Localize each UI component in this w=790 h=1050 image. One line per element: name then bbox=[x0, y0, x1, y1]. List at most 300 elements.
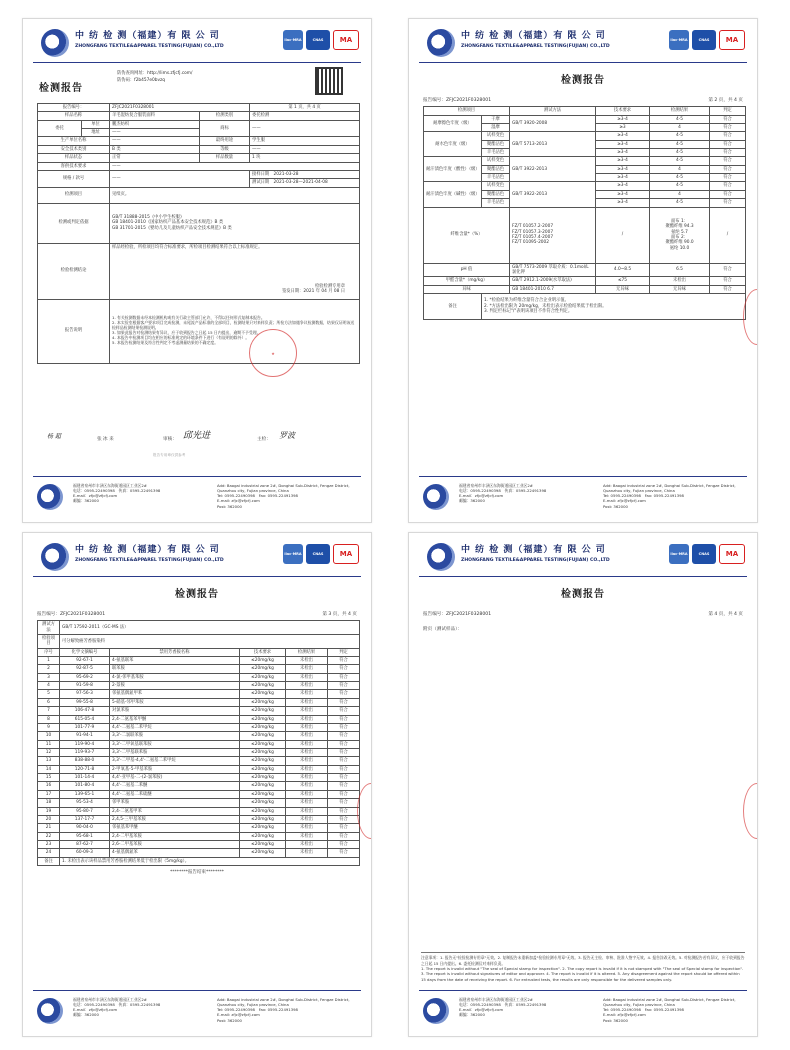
approver-signature: 杨 超 bbox=[47, 433, 61, 440]
verdict: 符合 bbox=[710, 115, 746, 123]
col-header: 技术要求 bbox=[240, 648, 286, 656]
row-index: 22 bbox=[38, 832, 60, 840]
cas-number: 92-87-5 bbox=[60, 665, 110, 673]
footer-tel-cn: 电话：0595-22490398 传真：0595-22491398 bbox=[459, 488, 547, 494]
manufacturer-label: 生产单位名称 bbox=[38, 137, 110, 145]
row-index: 10 bbox=[38, 732, 60, 740]
col-header: 检测项目 bbox=[424, 107, 510, 115]
col-header: 禁用芳香胺名称 bbox=[110, 648, 240, 656]
address-label: 地址 bbox=[82, 129, 110, 137]
amine-name: 4-氨基联苯 bbox=[110, 657, 240, 665]
amine-name: 4,4'-二氨基二苯硫醚 bbox=[110, 790, 240, 798]
footer-email-cn: E-mail：zfjc@zfjcfj.com bbox=[73, 1007, 118, 1013]
result: 未检出 bbox=[286, 707, 328, 715]
table-row bbox=[38, 840, 360, 848]
test-sub-item: 试样变色 bbox=[482, 132, 510, 140]
requirement: ≤20mg/kg bbox=[240, 840, 286, 848]
company-name-en: ZHONGFANG TEXTILE&APPAREL TESTING(FUJIAN) CO.,LTD bbox=[461, 44, 610, 49]
note-line: 1. 有关检测数据未经本检测机构或有关行政主管部门允许，不得以任何形式复制本报告。 bbox=[112, 315, 265, 321]
formaldehyde-result: 未检出 bbox=[650, 277, 710, 285]
test-sub-item: 试样变色 bbox=[482, 182, 510, 190]
row-index: 17 bbox=[38, 790, 60, 798]
amine-name: 5-硝基-邻甲苯胺 bbox=[110, 698, 240, 706]
cas-number: 95-69-2 bbox=[60, 673, 110, 681]
fiber-result: 聚酯纤维 90.0 bbox=[665, 240, 694, 246]
sample-state: 正常 bbox=[110, 154, 200, 162]
fiber-name: 纤维含量*（%） bbox=[424, 207, 510, 263]
formaldehyde-req: ≤75 bbox=[596, 277, 650, 285]
ph-verdict: 符合 bbox=[710, 263, 746, 277]
method-label: 测试方法 bbox=[38, 621, 60, 635]
odor-name: 异味 bbox=[424, 285, 510, 293]
cas-number: 95-80-7 bbox=[60, 807, 110, 815]
result: 未检出 bbox=[286, 799, 328, 807]
client-unit-label: 单位 bbox=[82, 120, 110, 128]
result: 未检出 bbox=[286, 790, 328, 798]
amine-name: 邻氨基偶氮甲苯 bbox=[110, 690, 240, 698]
requirement: ≤20mg/kg bbox=[240, 732, 286, 740]
verdict: 符合 bbox=[328, 707, 360, 715]
requirement: ≤20mg/kg bbox=[240, 707, 286, 715]
remark-line: 3. 判定栏标记"/"表明该项目不作符合性判定。 bbox=[484, 309, 573, 315]
cma-logo-icon: MA bbox=[719, 544, 745, 564]
photo-label: 附页（测试样品）： bbox=[423, 627, 463, 633]
requirement: ≤20mg/kg bbox=[240, 657, 286, 665]
requirement: ≤20mg/kg bbox=[240, 799, 286, 807]
verdict: 符合 bbox=[710, 132, 746, 140]
customer-info: —— bbox=[110, 162, 360, 170]
result: 未检出 bbox=[286, 732, 328, 740]
result: 未检出 bbox=[286, 682, 328, 690]
cas-number: 92-67-1 bbox=[60, 657, 110, 665]
table-row bbox=[38, 665, 360, 673]
requirement: ≤20mg/kg bbox=[240, 790, 286, 798]
row-index: 12 bbox=[38, 748, 60, 756]
verdict: 符合 bbox=[328, 774, 360, 782]
table-row bbox=[424, 115, 746, 123]
footer-post-en: Post: 362000 bbox=[217, 503, 242, 509]
address: —— bbox=[110, 129, 200, 137]
cas-number: 101-77-9 bbox=[60, 723, 110, 731]
page-header bbox=[33, 25, 361, 63]
row-index: 7 bbox=[38, 707, 60, 715]
verdict: 符合 bbox=[328, 799, 360, 807]
spec: —— bbox=[110, 170, 250, 187]
result: 未检出 bbox=[286, 824, 328, 832]
legal-notice bbox=[421, 952, 745, 982]
amine-name: 对氯苯胺 bbox=[110, 707, 240, 715]
page-number: 第 1 页，共 4 页 bbox=[288, 105, 321, 110]
footer-address-en: Add: Baogai industrial zone 2#, Donghai Sub-District, Fengze District, Quanzhou city, Fujian province, China bbox=[603, 997, 736, 1008]
verdict: 符合 bbox=[710, 157, 746, 165]
verdict: 符合 bbox=[328, 665, 360, 673]
footer-tel-cn: 电话：0595-22490398 传真：0595-22491398 bbox=[73, 1002, 161, 1008]
basis-line: GB 31701-2015《婴幼儿及儿童纺织产品安全技术规范》B 类 bbox=[112, 225, 232, 231]
footer-tel-cn: 电话：0595-22490398 传真：0595-22491398 bbox=[73, 488, 161, 494]
table-row bbox=[424, 132, 746, 140]
requirement: ≤20mg/kg bbox=[240, 748, 286, 756]
company-name-cn: 中 纺 检 测（福建）有 限 公 司 bbox=[461, 545, 606, 555]
test-item-name: 耐汗渍色牢度（酸性）（级） bbox=[424, 157, 482, 182]
row-index: 4 bbox=[38, 682, 60, 690]
verdict: 符合 bbox=[328, 782, 360, 790]
footer-address-cn: 福建省泉州市丰泽区东海街道园区工业区2# bbox=[459, 997, 533, 1002]
requirement: ≤20mg/kg bbox=[240, 723, 286, 731]
table-row bbox=[38, 673, 360, 681]
remark-line: 1. *检验结果为纤维含量符合合企业明示值。 bbox=[484, 298, 569, 304]
amine-name: 2-萘胺 bbox=[110, 682, 240, 690]
result: 未检出 bbox=[286, 774, 328, 782]
company-logo-icon bbox=[37, 484, 63, 510]
table-row bbox=[38, 740, 360, 748]
row-index: 3 bbox=[38, 673, 60, 681]
amine-name: 3,3'-二甲基-4,4'-二氨基二苯甲烷 bbox=[110, 757, 240, 765]
remark-label: 备注 bbox=[424, 293, 482, 319]
footer-address-cn: 福建省泉州市丰泽区东海街道园区工业区2# bbox=[459, 483, 533, 488]
report-title: 检测报告 bbox=[561, 589, 605, 600]
results-table bbox=[423, 106, 746, 320]
company-name-en: ZHONGFANG TEXTILE&APPAREL TESTING(FUJIAN) CO.,LTD bbox=[75, 44, 224, 49]
result: 未检出 bbox=[286, 832, 328, 840]
amine-name: 2,6-二甲基苯胺 bbox=[110, 840, 240, 848]
cas-number: 101-80-4 bbox=[60, 782, 110, 790]
company-name-cn: 中 纺 检 测（福建）有 限 公 司 bbox=[461, 31, 606, 41]
test-type-label: 检测类别 bbox=[200, 112, 250, 120]
items-label: 检测项目 bbox=[38, 187, 110, 203]
page-footer bbox=[419, 990, 747, 1030]
row-index: 6 bbox=[38, 698, 60, 706]
test-item-name: 耐水色牢度（级） bbox=[424, 132, 482, 157]
row-index: 8 bbox=[38, 715, 60, 723]
sample-qty: 1 块 bbox=[250, 154, 360, 162]
ilac-mra-logo-icon: ilac-MRA bbox=[283, 544, 303, 564]
result: 4 bbox=[650, 123, 710, 131]
remark-line: 1. 未检出表示该样品禁用芳香胺检测结果低于检出限（5mg/kg）。 bbox=[60, 857, 360, 865]
amine-name: 联苯胺 bbox=[110, 665, 240, 673]
trademark: —— bbox=[250, 120, 360, 137]
row-index: 18 bbox=[38, 799, 60, 807]
requirement: ≤20mg/kg bbox=[240, 815, 286, 823]
result: 未检出 bbox=[286, 807, 328, 815]
amine-name: 2,4-二甲基苯胺 bbox=[110, 832, 240, 840]
verdict: 符合 bbox=[328, 698, 360, 706]
grade-label: 等级 bbox=[200, 145, 250, 153]
result: 未检出 bbox=[286, 782, 328, 790]
formaldehyde-name: 甲醛含量*（mg/kg） bbox=[424, 277, 510, 285]
result: 未检出 bbox=[286, 673, 328, 681]
footer-post-cn: 邮编：362000 bbox=[459, 498, 485, 504]
fiber-result: 聚酯纤维 94.3 bbox=[665, 224, 694, 230]
report-no: ZFJC2021F0328001 bbox=[112, 105, 155, 110]
row-index: 24 bbox=[38, 849, 60, 857]
row-index: 16 bbox=[38, 782, 60, 790]
verdict: 符合 bbox=[328, 682, 360, 690]
footer-email-cn: E-mail：zfjc@zfjcfj.com bbox=[459, 1007, 504, 1013]
row-index: 13 bbox=[38, 757, 60, 765]
cas-number: 90-04-0 bbox=[60, 824, 110, 832]
col-header: 判定 bbox=[710, 107, 746, 115]
col-header: 判定 bbox=[328, 648, 360, 656]
table-row bbox=[38, 799, 360, 807]
ilac-mra-logo-icon: ilac-MRA bbox=[669, 544, 689, 564]
fiber-method: FZ/T 01057.4-2007 bbox=[512, 235, 554, 241]
amine-name: 邻氨基苯甲醚 bbox=[110, 824, 240, 832]
result: 未检出 bbox=[286, 690, 328, 698]
test-sub-item: 干摩 bbox=[482, 115, 510, 123]
result: 4 bbox=[650, 165, 710, 173]
amine-name: 邻甲苯胺 bbox=[110, 799, 240, 807]
verdict: 符合 bbox=[328, 757, 360, 765]
test-method: GB/T 3922-2013 bbox=[510, 157, 596, 182]
customer-info-label: 客供技术要求 bbox=[38, 162, 110, 170]
cas-number: 99-55-8 bbox=[60, 698, 110, 706]
row-index: 19 bbox=[38, 807, 60, 815]
items: 见续页。 bbox=[110, 187, 360, 203]
requirement: ≥3-4 bbox=[596, 140, 650, 148]
odor-verdict: 符合 bbox=[710, 285, 746, 293]
cas-number: 139-65-1 bbox=[60, 790, 110, 798]
verdict: 符合 bbox=[328, 832, 360, 840]
cas-number: 119-90-4 bbox=[60, 740, 110, 748]
verdict: 符合 bbox=[328, 840, 360, 848]
usage: 学生服 bbox=[250, 137, 360, 145]
seal-note: 报告专用章仅供参考 bbox=[153, 453, 186, 457]
result: 未检出 bbox=[286, 740, 328, 748]
requirement: ≥3-4 bbox=[596, 199, 650, 207]
requirement: ≤20mg/kg bbox=[240, 824, 286, 832]
report-no-label: 报告编号： bbox=[62, 105, 85, 110]
result: 未检出 bbox=[286, 665, 328, 673]
result: 4-5 bbox=[650, 182, 710, 190]
company-logo-icon bbox=[41, 29, 69, 57]
col-header: 技术要求 bbox=[596, 107, 650, 115]
footer-post-en: Post: 362000 bbox=[217, 1017, 242, 1023]
footer-email-en: E-mail: zfjc@zfjcfj.com bbox=[603, 1012, 646, 1018]
amine-name: 4,4'-二氨基二苯甲烷 bbox=[110, 723, 240, 731]
requirement: ≤20mg/kg bbox=[240, 682, 286, 690]
footer-tel-en: Tel: 0595-22490398 Fax: 0595-22491398 bbox=[217, 1007, 298, 1013]
seam-seal-icon bbox=[743, 783, 758, 839]
cas-number: 615-05-4 bbox=[60, 715, 110, 723]
test-method: GB/T 3920-2008 bbox=[510, 115, 596, 132]
company-logo-icon bbox=[427, 29, 455, 57]
page-header bbox=[419, 539, 747, 577]
footer-email-cn: E-mail：zfjc@zfjcfj.com bbox=[73, 493, 118, 499]
footer-email-cn: E-mail：zfjc@zfjcfj.com bbox=[459, 493, 504, 499]
note-line: 5. 本报告检测结果及符合性判定不考虑测量结果的不确定度。 bbox=[112, 339, 219, 345]
company-logo-icon bbox=[41, 543, 69, 571]
footer-tel-cn: 电话：0595-22490398 传真：0595-22491398 bbox=[459, 1002, 547, 1008]
footer-tel-en: Tel: 0595-22490398 Fax: 0595-22491398 bbox=[603, 493, 684, 499]
requirement: ≤20mg/kg bbox=[240, 849, 286, 857]
note-line: 3. 如果此报告对检测结果有异议，应于收到报告之日起 15 日内提出，逾期不予受理。 bbox=[112, 330, 261, 336]
footer-tel-en: Tel: 0595-22490398 Fax: 0595-22491398 bbox=[603, 1007, 684, 1013]
verdict: 符合 bbox=[328, 732, 360, 740]
cas-number: 91-94-1 bbox=[60, 732, 110, 740]
company-name-cn: 中 纺 检 测（福建）有 限 公 司 bbox=[75, 31, 220, 41]
page-number: 第 4 页，共 4 页 bbox=[708, 611, 743, 617]
result: 未检出 bbox=[286, 765, 328, 773]
table-row bbox=[38, 824, 360, 832]
usage-label: 最终用途 bbox=[200, 137, 250, 145]
item-value: 可分解致癌芳香胺染料 bbox=[60, 634, 360, 648]
cas-number: 101-14-4 bbox=[60, 774, 110, 782]
formaldehyde-method: GB/T 2912.1-2009(水萃取法) bbox=[510, 277, 596, 285]
requirement: ≤20mg/kg bbox=[240, 698, 286, 706]
footer-post-cn: 邮编：362000 bbox=[459, 1012, 485, 1018]
result: 4 bbox=[650, 190, 710, 198]
table-row bbox=[38, 657, 360, 665]
report-info-table bbox=[37, 103, 360, 364]
amine-name: 3,3'-二甲基联苯胺 bbox=[110, 748, 240, 756]
fiber-method: FZ/T 01057.2-2007 bbox=[512, 224, 554, 230]
fiber-result: 面布 2： bbox=[671, 235, 688, 241]
amine-name: 4-氨基偶氮苯 bbox=[110, 849, 240, 857]
test-method: GB/T 5713-2013 bbox=[510, 132, 596, 157]
table-row bbox=[38, 832, 360, 840]
table-row bbox=[38, 757, 360, 765]
page-footer bbox=[33, 990, 361, 1030]
verdict: 符合 bbox=[710, 149, 746, 157]
verdict: 符合 bbox=[710, 190, 746, 198]
requirement: ≥3-4 bbox=[596, 165, 650, 173]
table-row bbox=[38, 815, 360, 823]
verdict: 符合 bbox=[328, 723, 360, 731]
result: 4-5 bbox=[650, 199, 710, 207]
verdict: 符合 bbox=[710, 140, 746, 148]
test-sub-item: 湿摩 bbox=[482, 123, 510, 131]
report-page-2 bbox=[408, 18, 758, 523]
basis-line: GB/T 31888-2015《中小学生校服》 bbox=[112, 215, 185, 221]
fiber-verdict: / bbox=[710, 207, 746, 263]
amine-name: 4,4'-二氨基二苯醚 bbox=[110, 782, 240, 790]
cas-number: 137-17-7 bbox=[60, 815, 110, 823]
row-index: 5 bbox=[38, 690, 60, 698]
requirement: ≤20mg/kg bbox=[240, 774, 286, 782]
footer-post-cn: 邮编：362000 bbox=[73, 498, 99, 504]
recv-date-label: 接样日期 bbox=[252, 171, 270, 177]
row-index: 11 bbox=[38, 740, 60, 748]
col-header: 检测结果 bbox=[650, 107, 710, 115]
requirement: ≤20mg/kg bbox=[240, 665, 286, 673]
amine-table bbox=[37, 620, 360, 866]
basis-line: GB 18401-2010《国家纺织产品基本安全技术规范》B 类 bbox=[112, 220, 224, 226]
company-logo-icon bbox=[423, 484, 449, 510]
page-header bbox=[33, 539, 361, 577]
signer-name: 张 冰 来 bbox=[97, 437, 114, 442]
odor-req: 无异味 bbox=[596, 285, 650, 293]
company-logo-icon bbox=[427, 543, 455, 571]
requirement: ≤20mg/kg bbox=[240, 807, 286, 815]
legal-en: 1. The report is invalid without "The seal of Special stamp for inspection". 2. The copy report is invalid if it is not stamped with "The seal of Special stamp for inspection". 3. The report is invalid without signatures of editor and approver. 4. The report is invalid if it is altered. 5. Any disagreement against the report should be offered within 15 days from the date of receiving the report. 6. For entrusted tests, the results are only responsible for the delivered samples only. bbox=[421, 966, 744, 982]
fiber-req: / bbox=[596, 207, 650, 263]
trademark-label: 商标 bbox=[200, 120, 250, 137]
cma-logo-icon: MA bbox=[719, 30, 745, 50]
table-row bbox=[38, 707, 360, 715]
test-sub-item: 试样变色 bbox=[482, 157, 510, 165]
row-index: 9 bbox=[38, 723, 60, 731]
item-label: 检验项目 bbox=[38, 634, 60, 648]
cnas-logo-icon: CNAS bbox=[692, 30, 716, 50]
note-line: 4. 本报告中检测项目均在相应的标准规定的环境条件下进行（有说明的除外）。 bbox=[112, 334, 250, 340]
verdict: 符合 bbox=[710, 165, 746, 173]
cas-number: 95-53-4 bbox=[60, 799, 110, 807]
test-sub-item: 聚酯沾色 bbox=[482, 190, 510, 198]
footer-post-en: Post: 362000 bbox=[603, 503, 628, 509]
footer-address-cn: 福建省泉州市丰泽区东海街道园区工业区2# bbox=[73, 997, 147, 1002]
verdict: 符合 bbox=[710, 199, 746, 207]
footer-address-en: Add: Baogai industrial zone 2#, Donghai Sub-District, Fengze District, Quanzhou city, Fujian province, China bbox=[217, 997, 350, 1008]
test-item-name: 耐汗渍色牢度（碱性）（级） bbox=[424, 182, 482, 207]
verdict: 符合 bbox=[328, 824, 360, 832]
tester-label: 主检： bbox=[257, 437, 271, 442]
requirement: ≥3-4 bbox=[596, 132, 650, 140]
amine-name: 2,4,5-三甲基苯胺 bbox=[110, 815, 240, 823]
test-sub-item: 羊毛沾色 bbox=[482, 149, 510, 157]
conclusion: 样品经检验，所检项目均符合标准要求，所检项目检测结果符合以上标准规定。 bbox=[112, 244, 263, 250]
amine-name: 3,3'-二甲氧基联苯胺 bbox=[110, 740, 240, 748]
verdict: 符合 bbox=[328, 748, 360, 756]
verdict: 符合 bbox=[710, 174, 746, 182]
footer-address-cn: 福建省泉州市丰泽区东海街道园区工业区2# bbox=[73, 483, 147, 488]
spec-label: 规格 / 款号 bbox=[38, 170, 110, 187]
page-footer bbox=[419, 476, 747, 516]
requirement: ≤20mg/kg bbox=[240, 782, 286, 790]
page-footer bbox=[33, 476, 361, 516]
footer-address-en: Add: Baogai industrial zone 2#, Donghai Sub-District, Fengze District, Quanzhou city, Fujian province, China bbox=[217, 483, 350, 494]
col-header: 检测结果 bbox=[286, 648, 328, 656]
test-sub-item: 聚酯沾色 bbox=[482, 140, 510, 148]
conclusion-label: 检验检测结论 bbox=[38, 243, 110, 299]
stamp-label: 检验检测专用章 bbox=[314, 283, 346, 289]
odor-result: 无异味 bbox=[650, 285, 710, 293]
odor-method: GB 18401-2010 6.7 bbox=[510, 285, 596, 293]
query-site: 防伪查询网址：http://lims.zfjcfj.com/ bbox=[117, 71, 193, 76]
requirement: ≤20mg/kg bbox=[240, 740, 286, 748]
row-index: 20 bbox=[38, 815, 60, 823]
row-index: 1 bbox=[38, 657, 60, 665]
cas-number: 87-62-7 bbox=[60, 840, 110, 848]
remark-label: 备注 bbox=[38, 857, 60, 865]
result: 未检出 bbox=[286, 715, 328, 723]
result: 未检出 bbox=[286, 657, 328, 665]
verdict: 符合 bbox=[328, 807, 360, 815]
requirement: ≥3-4 bbox=[596, 190, 650, 198]
requirement: ≥3-4 bbox=[596, 174, 650, 182]
test-date: 2021-03-28—2021-04-08 bbox=[273, 180, 328, 186]
report-no: 报告编号：ZFJC2021F0328001 bbox=[423, 611, 492, 617]
table-row bbox=[38, 849, 360, 857]
grade: —— bbox=[250, 145, 360, 153]
requirement: ≥3-4 bbox=[596, 182, 650, 190]
result: 未检出 bbox=[286, 757, 328, 765]
col-header: 序号 bbox=[38, 648, 60, 656]
test-type: 委托检测 bbox=[250, 112, 360, 120]
table-row bbox=[38, 790, 360, 798]
cas-number: 838-88-0 bbox=[60, 757, 110, 765]
verdict: 符合 bbox=[328, 715, 360, 723]
requirement: ≤20mg/kg bbox=[240, 690, 286, 698]
remark-line: 2. *方法检出限为 20mg/kg，未检出表示检验结果低于检出限。 bbox=[484, 303, 607, 309]
manufacturer: —— bbox=[110, 137, 200, 145]
result: 未检出 bbox=[286, 840, 328, 848]
cas-number: 97-56-3 bbox=[60, 690, 110, 698]
tester-signature: 罗波 bbox=[279, 431, 295, 440]
report-title: 检测报告 bbox=[175, 589, 219, 600]
safety-cat: B 类 bbox=[110, 145, 200, 153]
report-page-3 bbox=[22, 532, 372, 1037]
result: 4-5 bbox=[650, 157, 710, 165]
